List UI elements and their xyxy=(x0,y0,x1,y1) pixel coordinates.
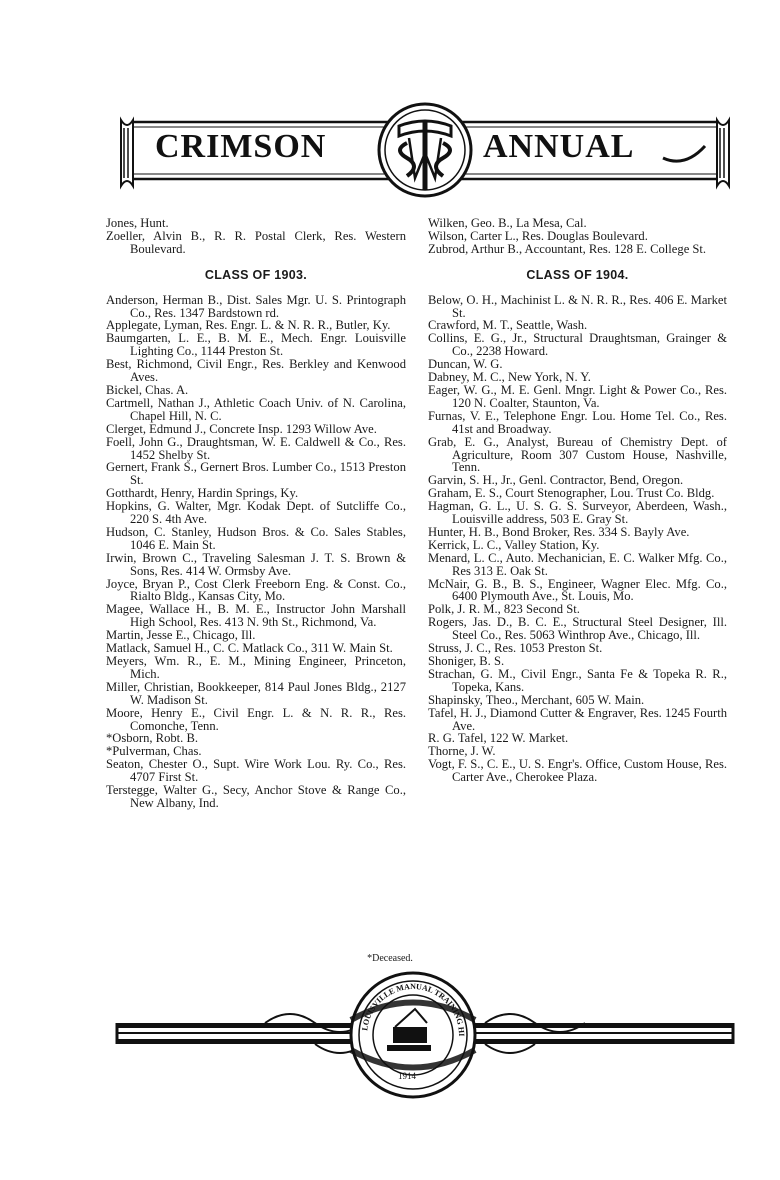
alumni-entry: Zoeller, Alvin B., R. R. Postal Clerk, Res. Western Boulevard. xyxy=(106,228,406,256)
footer-ornament xyxy=(115,965,735,1115)
right-column xyxy=(428,217,727,784)
alumni-entry: Duncan, W. G. xyxy=(428,357,503,372)
alumni-entry: Furnas, V. E., Telephone Engr. Lou. Home Tel. Co., Res. 41st and Broadway. xyxy=(428,408,727,436)
header-title-left: CRIMSON xyxy=(155,128,327,165)
header-banner xyxy=(115,98,735,208)
alumni-entry: Hunter, H. B., Bond Broker, Res. 334 S. Bayly Ave. xyxy=(428,524,690,539)
alumni-entry: Zubrod, Arthur B., Accountant, Res. 128 E. College St. xyxy=(428,241,707,256)
alumni-entry: Shapinsky, Theo., Merchant, 605 W. Main. xyxy=(428,692,645,707)
alumni-entry: Hagman, G. L., U. S. G. S. Surveyor, Aberdeen, Wash., Louisville address, 503 E. Gray St. xyxy=(428,499,727,527)
right-top-entries xyxy=(428,217,727,256)
alumni-entry: Wilson, Carter L., Res. Douglas Boulevard. xyxy=(428,228,648,243)
header-title-right: ANNUAL xyxy=(483,128,635,165)
seal-text: LOUISVILLE MANUAL TRAINING HI xyxy=(360,981,467,1037)
alumni-entry: Baumgarten, L. E., B. M. E., Mech. Engr. Louisville Lighting Co., 1144 Preston St. xyxy=(106,331,406,359)
alumni-entry: Crawford, M. T., Seattle, Wash. xyxy=(428,318,588,333)
alumni-entry: Miller, Christian, Bookkeeper, 814 Paul Jones Bldg., 2127 W. Madison St. xyxy=(106,679,406,707)
alumni-entry: Thorne, J. W. xyxy=(428,744,496,759)
alumni-entry: Seaton, Chester O., Supt. Wire Work Lou. Ry. Co., Res. 4707 First St. xyxy=(106,757,406,785)
alumni-entry: Gotthardt, Henry, Hardin Springs, Ky. xyxy=(106,486,299,501)
alumni-entry: Polk, J. R. M., 823 Second St. xyxy=(428,602,580,617)
alumni-entry: Eager, W. G., M. E. Genl. Mngr. Light & Power Co., Res. 120 N. Coalter, Staunton, Va. xyxy=(428,382,727,410)
alumni-entry: Cartmell, Nathan J., Athletic Coach Univ. of N. Carolina, Chapel Hill, N. C. xyxy=(106,395,406,423)
alumni-entry: Clerget, Edmund J., Concrete Insp. 1293 Willow Ave. xyxy=(106,421,377,436)
alumni-entry: Menard, L. C., Auto. Mechanician, E. C. Walker Mfg. Co., Res 313 E. Oak St. xyxy=(428,550,727,578)
alumni-entry: McNair, G. B., B. S., Engineer, Wagner Elec. Mfg. Co., 6400 Plymouth Ave., St. Louis, Mo. xyxy=(428,576,727,604)
alumni-entry: *Pulverman, Chas. xyxy=(106,744,202,759)
seal-year: 1914 xyxy=(398,1071,416,1081)
left-column xyxy=(106,217,406,810)
alumni-entry: Magee, Wallace H., B. M. E., Instructor John Marshall High School, Res. 413 N. 9th St., Richmond, Va. xyxy=(106,602,406,630)
alumni-entry: Collins, E. G., Jr., Structural Draughtsman, Grainger & Co., 2238 Howard. xyxy=(428,331,727,359)
alumni-entry: Below, O. H., Machinist L. & N. R. R., Res. 406 E. Market St. xyxy=(428,292,727,320)
alumni-entry: Struss, J. C., Res. 1053 Preston St. xyxy=(428,641,603,656)
left-entries xyxy=(106,294,406,810)
alumni-entry: Jones, Hunt. xyxy=(106,216,169,230)
alumni-entry: Kerrick, L. C., Valley Station, Ky. xyxy=(428,537,600,552)
alumni-entry: Bickel, Chas. A. xyxy=(106,382,189,397)
left-top-entries xyxy=(106,217,406,256)
alumni-entry: Tafel, H. J., Diamond Cutter & Engraver, Res. 1245 Fourth Ave. xyxy=(428,705,727,733)
footnote: *Deceased. xyxy=(367,953,413,964)
alumni-entry: Irwin, Brown C., Traveling Salesman J. T. S. Brown & Sons, Res. 414 W. Ormsby Ave. xyxy=(106,550,406,578)
alumni-entry: Terstegge, Walter G., Secy, Anchor Stove & Range Co., New Albany, Ind. xyxy=(106,783,406,810)
alumni-entry: Matlack, Samuel H., C. C. Matlack Co., 311 W. Main St. xyxy=(106,641,393,656)
alumni-entry: Grab, E. G., Analyst, Bureau of Chemistry Dept. of Agriculture, Room 307 Custom House, Nashville, Tenn. xyxy=(428,434,727,475)
alumni-entry: Anderson, Herman B., Dist. Sales Mgr. U. S. Printograph Co., Res. 1347 Bardstown rd. xyxy=(106,292,406,320)
alumni-entry: Vogt, F. S., C. E., U. S. Engr's. Office, Custom House, Res. Carter Ave., Cherokee Plaza. xyxy=(428,757,727,785)
right-entries xyxy=(428,294,727,784)
alumni-entry: Joyce, Bryan P., Cost Clerk Freeborn Eng. & Const. Co., Rialto Bldg., Kansas City, Mo. xyxy=(106,576,406,604)
alumni-entry: Dabney, M. C., New York, N. Y. xyxy=(428,370,591,385)
alumni-entry: Wilken, Geo. B., La Mesa, Cal. xyxy=(428,216,587,230)
alumni-entry: Graham, E. S., Court Stenographer, Lou. Trust Co. Bldg. xyxy=(428,486,715,501)
alumni-entry: Shoniger, B. S. xyxy=(428,654,505,668)
alumni-entry: Best, Richmond, Civil Engr., Res. Berkley and Kenwood Aves. xyxy=(106,357,406,385)
alumni-entry: Hudson, C. Stanley, Hudson Bros. & Co. Sales Stables, 1046 E. Main St. xyxy=(106,524,406,552)
footer-rule-icon xyxy=(115,965,735,1115)
alumni-entry: Applegate, Lyman, Res. Engr. L. & N. R. R., Butler, Ky. xyxy=(106,318,391,333)
alumni-entry: Rogers, Jas. D., B. C. E., Structural Steel Designer, Ill. Steel Co., Res. 5063 Winthrop Ave., Chicago, Ill. xyxy=(428,615,727,643)
alumni-entry: Garvin, S. H., Jr., Genl. Contractor, Bend, Oregon. xyxy=(428,473,684,488)
alumni-entry: R. G. Tafel, 122 W. Market. xyxy=(428,731,569,746)
alumni-entry: Moore, Henry E., Civil Engr. L. & N. R. R., Res. Comonche, Tenn. xyxy=(106,705,406,733)
alumni-entry: Meyers, Wm. R., E. M., Mining Engineer, Princeton, Mich. xyxy=(106,654,406,681)
alumni-entry: *Osborn, Robt. B. xyxy=(106,731,199,746)
class-heading-1903: CLASS OF 1903. xyxy=(204,267,308,282)
alumni-entry: Gernert, Frank S., Gernert Bros. Lumber Co., 1513 Preston St. xyxy=(106,460,406,488)
alumni-entry: Martin, Jesse E., Chicago, Ill. xyxy=(106,628,256,643)
alumni-entry: Hopkins, G. Walter, Mgr. Kodak Dept. of Sutcliffe Co., 220 S. 4th Ave. xyxy=(106,499,406,527)
alumni-entry: Foell, John G., Draughtsman, W. E. Caldwell & Co., Res. 1452 Shelby St. xyxy=(106,434,406,462)
class-heading-1904: CLASS OF 1904. xyxy=(526,267,629,282)
alumni-entry: Strachan, G. M., Civil Engr., Santa Fe & Topeka R. R., Topeka, Kans. xyxy=(428,666,727,694)
